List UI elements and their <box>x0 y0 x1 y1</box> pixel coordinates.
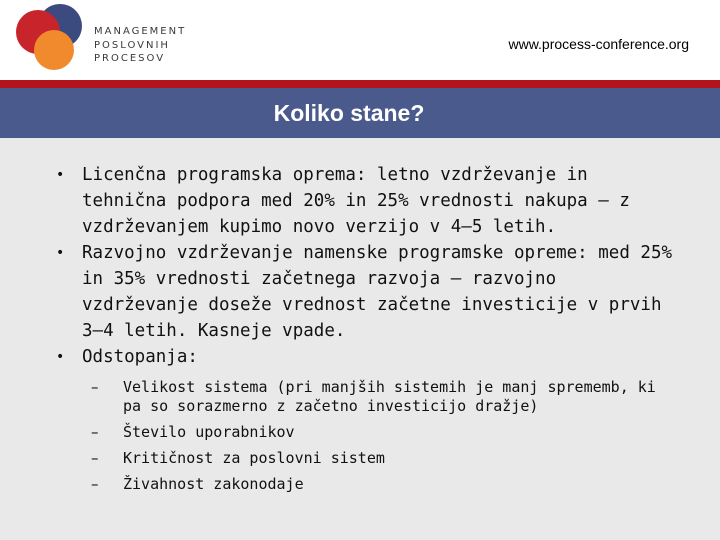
bullet-text: Odstopanja: <box>82 347 198 367</box>
conference-url: www.process-conference.org <box>508 36 689 52</box>
sub-bullet-item: – Kritičnost za poslovni sistem <box>91 449 682 468</box>
bullet-list <box>56 162 682 501</box>
slide-header <box>0 0 720 80</box>
logo-line: MANAGEMENT <box>94 26 187 37</box>
bullet-text: Razvojno vzdrževanje namenske programske opreme: med 25% in 35% vrednosti začetnega razvoja – razvojno vzdrževanje doseže vrednost začetne investicije v prvih 3–4 letih. Kasneje vpade. <box>82 243 673 341</box>
logo-line: POSLOVNIH <box>94 39 170 51</box>
sub-bullet-list <box>82 378 682 494</box>
title-bar <box>0 88 720 138</box>
bullet-text: Licenčna programska oprema: letno vzdrževanje in tehnična podpora med 20% in 25% vrednosti nakupa – z vzdrževanjem kupimo novo verzijo v 4–5 letih. <box>82 165 630 237</box>
sub-bullet-item: – Velikost sistema (pri manjših sistemih je manj sprememb, ki pa so sorazmerno z začetno investicijo dražje) <box>91 378 682 416</box>
header-divider-bar <box>0 80 720 88</box>
sub-bullet-item: – Število uporabnikov <box>91 423 682 442</box>
logo-line: PROCESOV <box>94 53 166 64</box>
sub-bullet-item: – Živahnost zakonodaje <box>91 475 682 494</box>
slide-title: Koliko stane? <box>273 100 425 126</box>
logo-wordmark <box>94 25 186 66</box>
slide-content <box>0 138 720 540</box>
bullet-item <box>56 240 682 344</box>
bullet-item <box>56 162 682 240</box>
conference-logo-icon <box>14 2 88 72</box>
bullet-item <box>56 344 682 494</box>
